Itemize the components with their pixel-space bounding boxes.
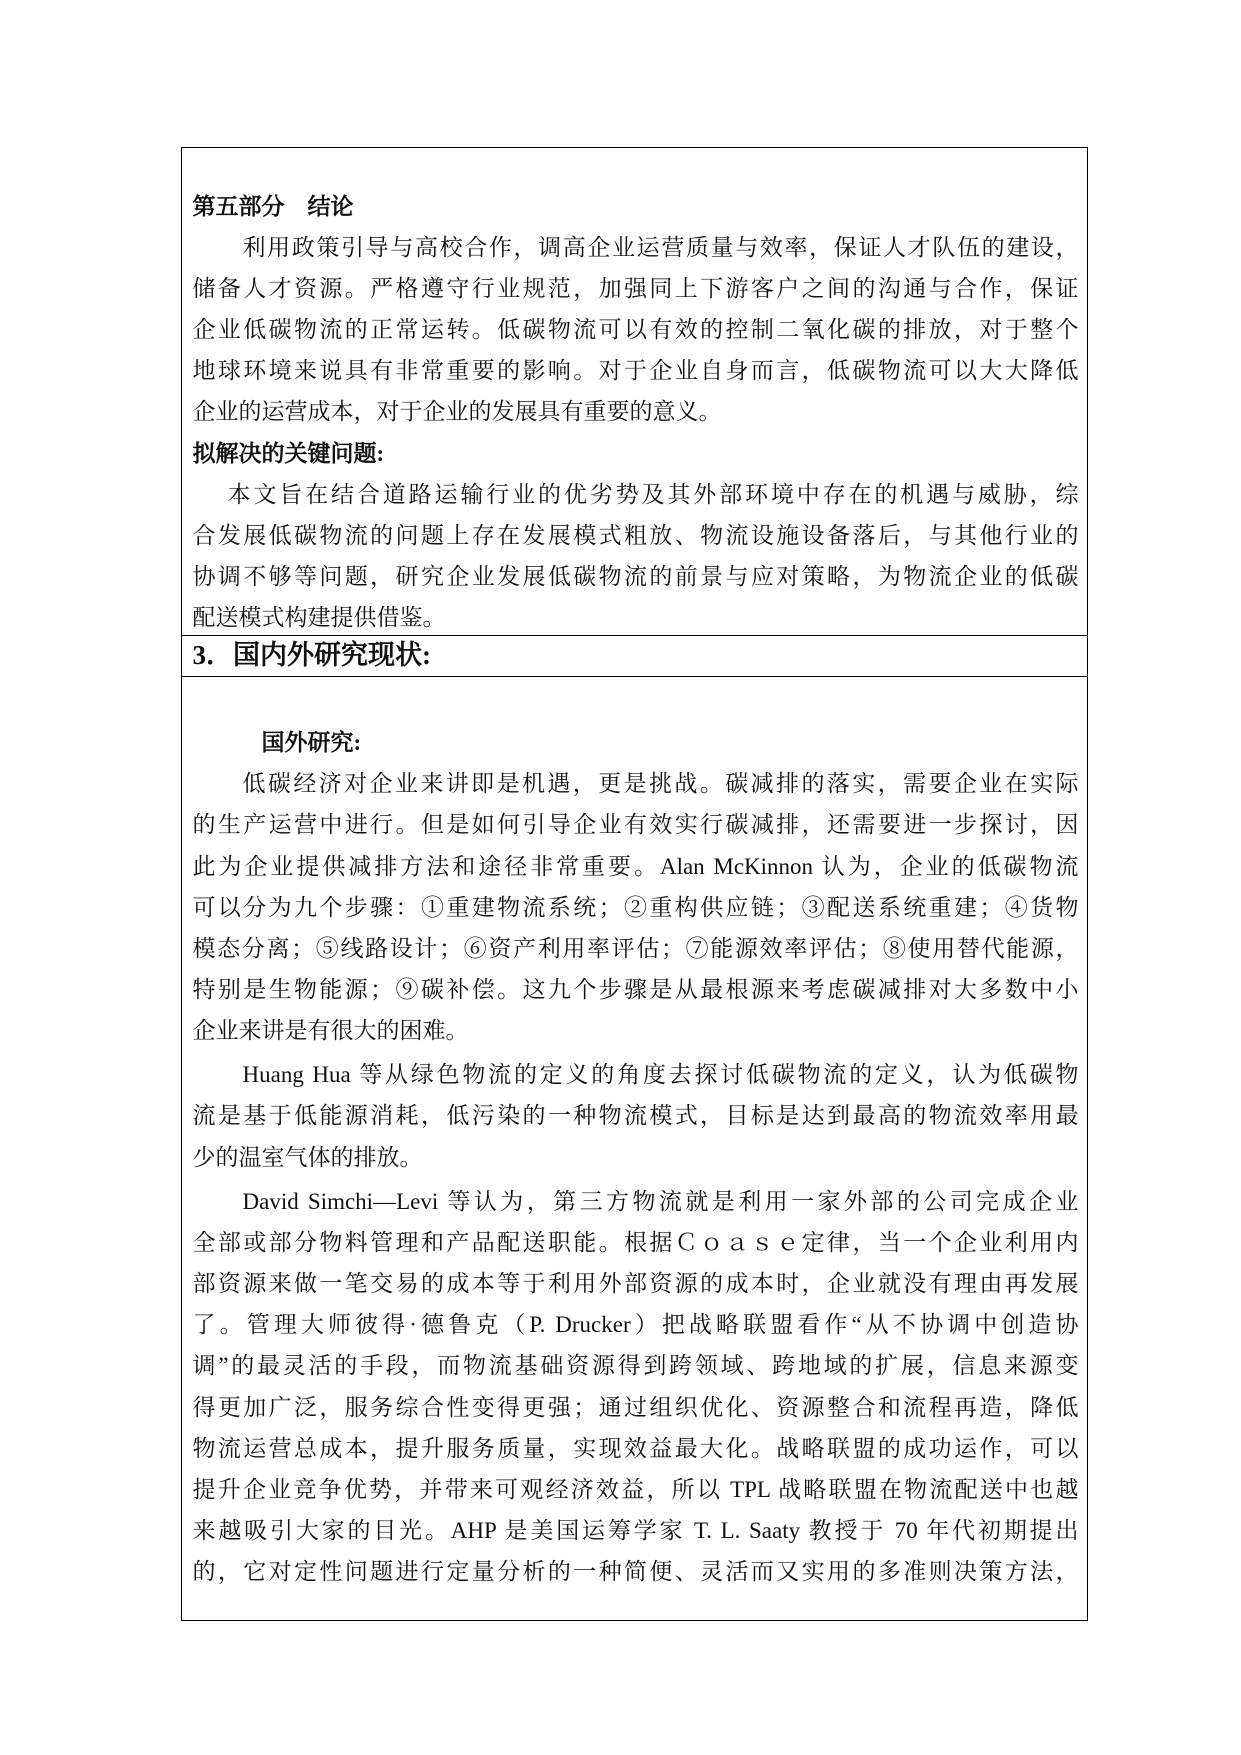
paragraph-line: 企业来讲是有很大的困难。: [192, 1018, 469, 1044]
paragraph-line: 模态分离；⑤线路设计；⑥资产利用率评估；⑦能源效率评估；⑧使用替代能源，: [192, 935, 1079, 961]
paragraph-line: 物流运营总成本，提升服务质量，实现效益最大化。战略联盟的成功运作，可以: [192, 1435, 1079, 1461]
paragraph: [193, 1054, 1079, 1178]
paragraph: [193, 1181, 1079, 1593]
paragraph-line: 此为企业提供减排方法和途径非常重要。Alan McKinnon 认为，企业的低碳物流: [192, 853, 1079, 879]
paragraph-line: 的，它对定性问题进行定量分析的一种简便、灵活而又实用的多准则决策方法，: [192, 1559, 1079, 1585]
paragraph-line: 储备人才资源。严格遵守行业规范，加强同上下游客户之间的沟通与合作，保证: [192, 276, 1079, 302]
paragraph-line: 可以分为九个步骤：①重建物流系统；②重构供应链；③配送系统重建；④货物: [192, 894, 1079, 920]
paragraph-line: 低碳经济对企业来讲即是机遇，更是挑战。碳减排的落实，需要企业在实际: [242, 771, 1079, 797]
paragraph: [193, 763, 1079, 1051]
paragraph-line: 来越吸引大家的目光。AHP 是美国运筹学家 T. L. Saaty 教授于 70 年代初期提出: [192, 1518, 1079, 1544]
paragraph-line: 少的温室气体的排放。: [192, 1144, 423, 1170]
paragraph-line: 了。管理大师彼得·德鲁克（P. Drucker）把战略联盟看作“从不协调中创造协: [192, 1312, 1079, 1338]
paragraph-line: 企业低碳物流的正常运转。低碳物流可以有效的控制二氧化碳的排放，对于整个: [192, 317, 1079, 343]
key-problems-heading: 拟解决的关键问题:: [192, 440, 385, 466]
conclusion-cell: [182, 148, 1087, 636]
paragraph-line: 全部或部分物料管理和产品配送职能。根据Ｃｏａｓｅ定律，当一个企业利用内: [192, 1229, 1079, 1255]
paragraph-line: 得更加广泛，服务综合性变得更强；通过组织优化、资源整合和流程再造，降低: [192, 1394, 1079, 1420]
foreign-research-heading: 国外研究:: [261, 730, 362, 755]
paragraph-line: 地球环境来说具有非常重要的影响。对于企业自身而言，低碳物流可以大大降低: [192, 358, 1079, 384]
paragraph-line: 调”的最灵活的手段，而物流基础资源得到跨领域、跨地域的扩展，信息来源变: [192, 1353, 1079, 1379]
proposal-table: [181, 147, 1088, 1621]
paragraph-line: 本文旨在结合道路运输行业的优劣势及其外部环境中存在的机遇与威胁，综: [227, 481, 1079, 507]
paragraph-line: Huang Hua 等从绿色物流的定义的角度去探讨低碳物流的定义，认为低碳物: [242, 1062, 1079, 1088]
section-3-title-cell: [182, 636, 1087, 677]
research-status-cell: [182, 677, 1087, 1593]
conclusion-heading: 第五部分 结论: [192, 194, 354, 219]
paragraph-line: 部资源来做一笔交易的成本等于利用外部资源的成本时，企业就没有理由再发展: [192, 1271, 1079, 1297]
section-3-title: 3．国内外研究现状:: [192, 640, 431, 670]
paragraph-line: 利用政策引导与高校合作，调高企业运营质量与效率，保证人才队伍的建设，: [242, 235, 1079, 261]
paragraph-line: 流是基于低能源消耗，低污染的一种物流模式，目标是达到最高的物流效率用最: [192, 1103, 1079, 1129]
paragraph-line: 特别是生物能源；⑨碳补偿。这九个步骤是从最根源来考虑碳减排对大多数中小: [192, 977, 1079, 1003]
paragraph-line: 企业的运营成本，对于企业的发展具有重要的意义。: [192, 399, 722, 425]
paragraph-line: 协调不够等问题，研究企业发展低碳物流的前景与应对策略，为物流企业的低碳: [192, 563, 1079, 589]
paragraph-line: 配送模式构建提供借鉴。: [192, 604, 446, 630]
paragraph-line: 的生产运营中进行。但是如何引导企业有效实行碳减排，还需要进一步探讨，因: [192, 812, 1079, 838]
paragraph-line: 提升企业竞争优势，并带来可观经济效益，所以 TPL 战略联盟在物流配送中也越: [192, 1476, 1079, 1502]
paragraph-line: 合发展低碳物流的问题上存在发展模式粗放、物流设施设备落后，与其他行业的: [192, 522, 1079, 548]
paragraph-line: David Simchi—Levi 等认为，第三方物流就是利用一家外部的公司完成企业: [242, 1188, 1079, 1214]
